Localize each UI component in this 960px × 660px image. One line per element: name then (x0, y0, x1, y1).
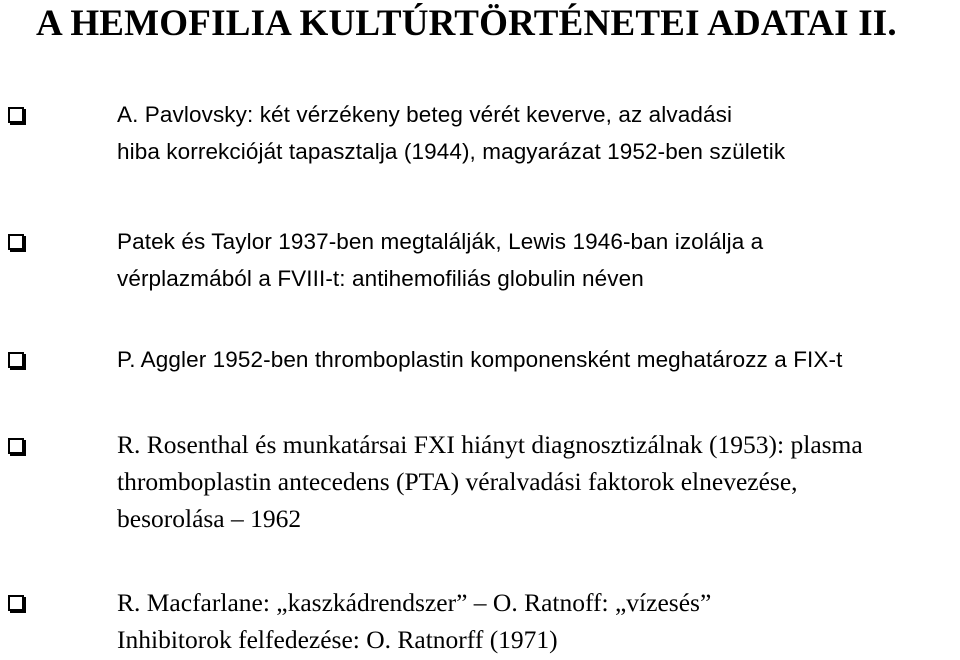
bullet-line: vérplazmából a FVIII-t: antihemofiliás globulin néven (117, 266, 644, 291)
bullet-line: R. Rosenthal és munkatársai FXI hiányt diagnosztizálnak (1953): plasma (117, 430, 863, 459)
bullet-line: Inhibitorok felfedezése: O. Ratnorff (1971) (117, 625, 558, 654)
bullet-text (117, 223, 763, 297)
bullet-line: Patek és Taylor 1937-ben megtalálják, Lewis 1946-ban izolálja a (117, 229, 764, 254)
bullet-text (117, 584, 711, 658)
checkbox-bullet-icon (8, 234, 24, 250)
bullet-text (117, 426, 863, 537)
bullet-line: R. Macfarlane: „kaszkádrendszer” – O. Ratnoff: „vízesés” (117, 588, 712, 617)
bullet-line: thromboplastin antecedens (PTA) véralvadási faktorok elnevezése, (117, 467, 798, 496)
bullet-text (117, 96, 785, 170)
checkbox-bullet-icon (8, 595, 24, 611)
bullet-line: P. Aggler 1952-ben thromboplastin komponensként meghatározz a FIX-t (117, 347, 843, 372)
checkbox-bullet-icon (8, 352, 24, 368)
checkbox-bullet-icon (8, 438, 24, 454)
checkbox-bullet-icon (8, 107, 24, 123)
bullet-line: hiba korrekcióját tapasztalja (1944), magyarázat 1952-ben születik (117, 139, 786, 164)
bullet-line: A. Pavlovsky: két vérzékeny beteg vérét keverve, az alvadási (117, 102, 733, 127)
slide-title: A HEMOFILIA KULTÚRTÖRTÉNETEI ADATAI II. (36, 3, 897, 44)
bullet-text (117, 341, 842, 378)
bullet-line: besorolása – 1962 (117, 504, 302, 533)
